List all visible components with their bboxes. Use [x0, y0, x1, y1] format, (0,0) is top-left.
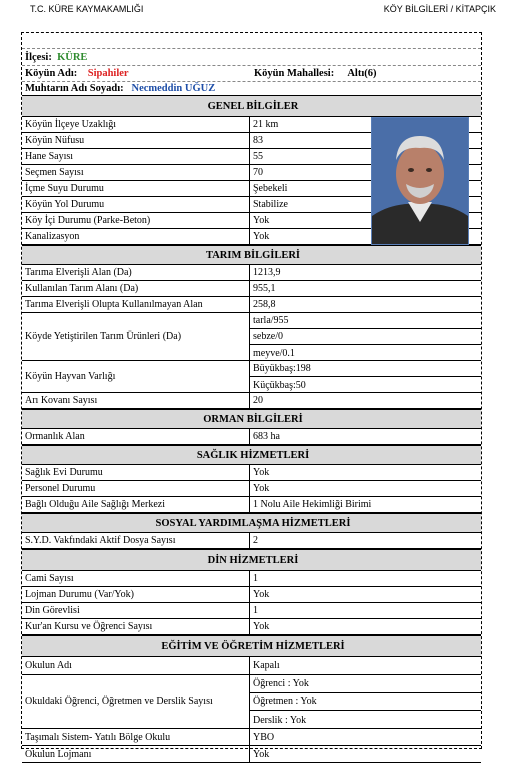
- egitim-row-0-value: YBO: [253, 731, 275, 743]
- koy-label: Köyün Adı:: [25, 68, 78, 79]
- genel-row-3-label: Seçmen Sayısı: [22, 165, 250, 180]
- okulsayi-row-value-0: Öğrenci : Yok: [250, 675, 481, 693]
- sosyal-row-0: [22, 533, 481, 549]
- saglik-row-1-label: Personel Durumu: [22, 481, 250, 496]
- genel-row-0-value: 21 km: [253, 119, 279, 130]
- egitim-row-0-label: Taşımalı Sistem- Yatılı Bölge Okulu: [22, 729, 250, 745]
- din-row-3: [22, 619, 481, 635]
- din-row-2-label: Din Görevlisi: [22, 603, 250, 618]
- tarim-row-0-value: 1213,9: [253, 267, 281, 278]
- genel-row-1-value: 83: [253, 135, 263, 146]
- okul-row-value: Kapalı: [253, 660, 280, 671]
- saglik-row-0-value: Yok: [253, 467, 270, 478]
- ari-row-value: 20: [253, 395, 263, 406]
- genel-row-4-label: İçme Suyu Durumu: [22, 181, 250, 196]
- genel-row-5-value: Stabilize: [253, 199, 288, 210]
- din-row-1: [22, 587, 481, 603]
- tarim-row-1: [22, 281, 481, 297]
- orman-row-0-value: 683 ha: [253, 431, 280, 442]
- din-row-1-value: Yok: [253, 589, 270, 600]
- egitim-row-1-label: Okulun Lojmanı: [22, 746, 250, 762]
- sosyal-row-0-label: S.Y.D. Vakfındaki Aktif Dosya Sayısı: [22, 533, 250, 548]
- tarim-row-2-value: 258,8: [253, 299, 276, 310]
- genel-row-6-label: Köy İçi Durumu (Parke-Beton): [22, 213, 250, 228]
- section-din: DİN HİZMETLERİ: [22, 549, 481, 571]
- urunler-row-value-1: sebze/0: [250, 329, 481, 345]
- genel-row-0-label: Köyün İlçeye Uzaklığı: [22, 117, 250, 132]
- din-row-1-label: Lojman Durumu (Var/Yok): [22, 587, 250, 602]
- okulsayi-row-label: Okuldaki Öğrenci, Öğretmen ve Derslik Sayısı: [22, 675, 250, 728]
- orman-row-0: [22, 429, 481, 445]
- tarim-row-2: [22, 297, 481, 313]
- section-saglik: SAĞLIK HİZMETLERİ: [22, 445, 481, 465]
- saglik-row-0-label: Sağlık Evi Durumu: [22, 465, 250, 480]
- urunler-row-value-0: tarla/955: [250, 313, 481, 329]
- tarim-row-1-label: Kullanılan Tarım Alanı (Da): [22, 281, 250, 296]
- okulsayi-row-value-1: Öğretmen : Yok: [250, 693, 481, 711]
- mahalle-value: Altı(6): [347, 68, 377, 79]
- tarim-row-0: [22, 265, 481, 281]
- okulsayi-row: [22, 675, 481, 729]
- saglik-row-2: [22, 497, 481, 513]
- ilce-label: İlçesi:: [25, 51, 52, 63]
- section-tarim: TARIM BİLGİLERİ: [22, 245, 481, 265]
- okulsayi-row-value-2: Derslik : Yok: [253, 714, 307, 726]
- urunler-row-label: Köyde Yetiştirilen Tarım Ürünleri (Da): [22, 313, 250, 360]
- ari-row-label: Arı Kovanı Sayısı: [22, 393, 250, 408]
- empty-row: [22, 33, 481, 49]
- genel-row-6-value: Yok: [253, 215, 270, 226]
- genel-row-2-label: Hane Sayısı: [22, 149, 250, 164]
- urunler-row-value-2: meyve/0.1: [253, 347, 295, 359]
- din-row-2-value: 1: [253, 605, 258, 616]
- okul-row: [22, 657, 481, 675]
- hayvan-row-value-0: Büyükbaş:198: [250, 361, 481, 377]
- hayvan-row-value-1: Küçükbaş:50: [253, 379, 306, 391]
- egitim-row-0: [22, 729, 481, 746]
- hayvan-row-label: Köyün Hayvan Varlığı: [22, 361, 250, 392]
- header-right: KÖY BİLGİLERİ / KİTAPÇIK: [383, 4, 496, 14]
- tarim-row-1-value: 955,1: [253, 283, 276, 294]
- section-egitim: EĞİTİM VE ÖĞRETİM HİZMETLERİ: [22, 635, 481, 657]
- ari-row: [22, 393, 481, 409]
- genel-row-7-value: Yok: [253, 231, 270, 242]
- village-info-sheet: [21, 32, 482, 760]
- mahalle-label: Köyün Mahallesi:: [254, 68, 335, 79]
- egitim-row-1-value: Yok: [253, 748, 270, 760]
- din-row-0: [22, 571, 481, 587]
- din-row-3-value: Yok: [253, 621, 270, 632]
- koy-row: [22, 66, 481, 82]
- tarim-row-2-label: Tarıma Elverişli Olupta Kullanılmayan Alan: [22, 297, 250, 312]
- sosyal-row-0-value: 2: [253, 535, 258, 546]
- tarim-row-0-label: Tarıma Elverişli Alan (Da): [22, 265, 250, 280]
- headman-photo: [371, 117, 469, 245]
- genel-row-7-label: Kanalizasyon: [22, 229, 250, 244]
- muhtar-label: Muhtarın Adı Soyadı:: [25, 83, 124, 94]
- din-row-2: [22, 603, 481, 619]
- muhtar-row: [22, 82, 481, 95]
- section-genel: GENEL BİLGİLER: [22, 95, 481, 117]
- header-left: T.C. KÜRE KAYMAKAMLIĞI: [30, 4, 144, 14]
- ilce-value: KÜRE: [57, 51, 88, 63]
- section-orman: ORMAN BİLGİLERİ: [22, 409, 481, 429]
- din-row-0-value: 1: [253, 573, 258, 584]
- genel-row-4-value: Şebekeli: [253, 183, 288, 194]
- din-row-0-label: Cami Sayısı: [22, 571, 250, 586]
- orman-row-0-label: Ormanlık Alan: [22, 429, 250, 444]
- saglik-row-1: [22, 481, 481, 497]
- egitim-row-1: [22, 746, 481, 763]
- muhtar-value: Necmeddin UĞUZ: [131, 83, 216, 94]
- din-row-3-label: Kur'an Kursu ve Öğrenci Sayısı: [22, 619, 250, 634]
- ilce-row: [22, 49, 481, 66]
- okul-row-label: Okulun Adı: [22, 657, 250, 674]
- genel-row-1-label: Köyün Nüfusu: [22, 133, 250, 148]
- section-sosyal: SOSYAL YARDIMLAŞMA HİZMETLERİ: [22, 513, 481, 533]
- genel-row-2-value: 55: [253, 151, 263, 162]
- genel-row-5-label: Köyün Yol Durumu: [22, 197, 250, 212]
- saglik-row-1-value: Yok: [253, 483, 270, 494]
- hayvan-row: [22, 361, 481, 393]
- saglik-row-2-value: 1 Nolu Aile Hekimliği Birimi: [253, 499, 372, 510]
- saglik-row-2-label: Bağlı Olduğu Aile Sağlığı Merkezi: [22, 497, 250, 512]
- urunler-row: [22, 313, 481, 361]
- saglik-row-0: [22, 465, 481, 481]
- genel-row-3-value: 70: [253, 167, 263, 178]
- koy-value: Sipahiler: [87, 68, 129, 79]
